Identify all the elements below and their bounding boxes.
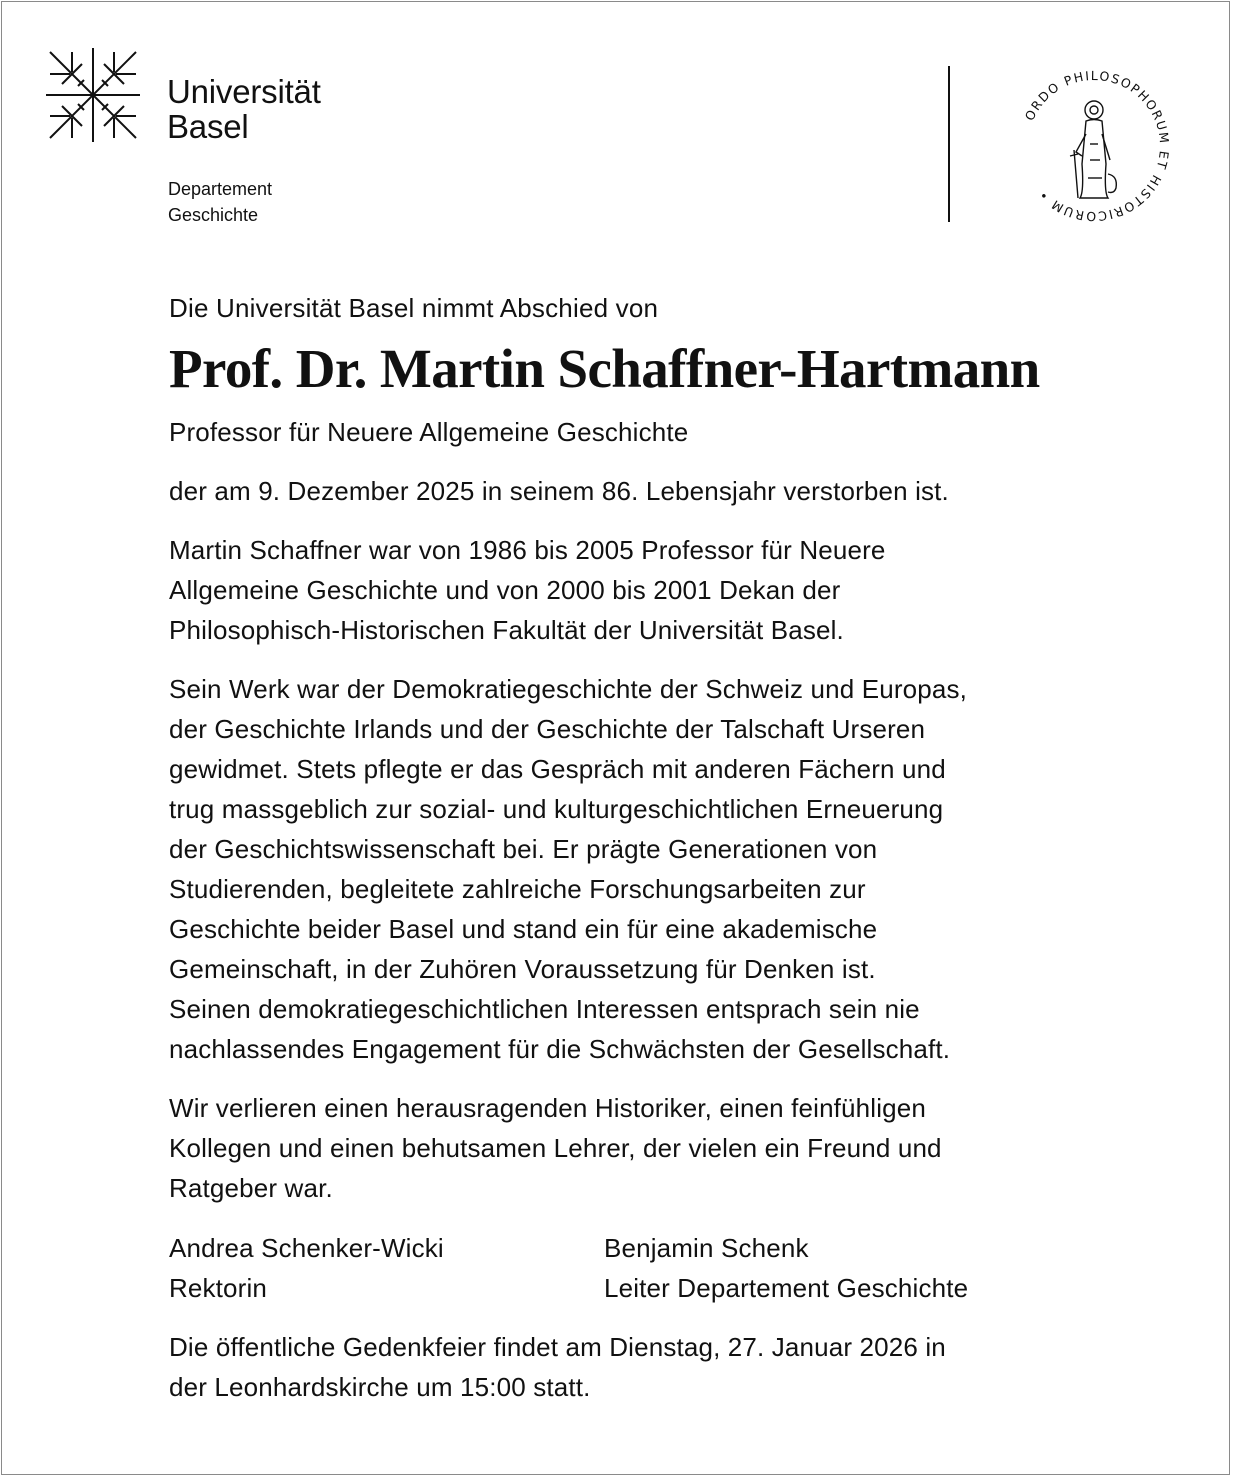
- work-line: Sein Werk war der Demokratiegeschichte der Schweiz und Europas,: [169, 674, 968, 704]
- tribute-line: Ratgeber war.: [169, 1173, 333, 1203]
- work-line: Geschichte beider Basel und stand ein für eine akademische: [169, 914, 878, 944]
- memorial-line: der Leonhardskirche um 15:00 statt.: [169, 1372, 591, 1402]
- signer-name: Andrea Schenker-Wicki: [169, 1233, 444, 1263]
- header-divider: [948, 66, 950, 222]
- signer-role: Rektorin: [169, 1273, 268, 1303]
- department-line2: Geschichte: [168, 205, 259, 225]
- memorial-paragraph: [169, 1327, 1179, 1407]
- deceased-title: Professor für Neuere Allgemeine Geschichte: [169, 417, 689, 447]
- department-name: [168, 176, 272, 228]
- signer-department-head: [604, 1228, 1039, 1308]
- career-line: Martin Schaffner war von 1986 bis 2005 Professor für Neuere: [169, 535, 886, 565]
- university-name-line1: Universität: [167, 73, 321, 110]
- university-name-line2: Basel: [167, 108, 249, 145]
- tribute-paragraph: [169, 1088, 1179, 1208]
- tribute-line: Kollegen und einen behutsamen Lehrer, der vielen ein Freund und: [169, 1133, 942, 1163]
- work-line: Seinen demokratiegeschichtlichen Interessen entsprach sein nie: [169, 994, 920, 1024]
- department-line1: Departement: [168, 179, 273, 199]
- university-logo-mark-icon: [44, 46, 142, 144]
- signer-role: Leiter Departement Geschichte: [604, 1273, 969, 1303]
- career-paragraph: [169, 530, 1179, 650]
- notice-content: [169, 288, 1179, 1407]
- obituary-notice: [1, 1, 1230, 1475]
- work-line: Gemeinschaft, in der Zuhören Voraussetzung für Denken ist.: [169, 954, 876, 984]
- university-wordmark: [167, 74, 321, 144]
- work-line: der Geschichte Irlands und der Geschichte der Talschaft Urseren: [169, 714, 926, 744]
- work-line: der Geschichtswissenschaft bei. Er prägte Generationen von: [169, 834, 878, 864]
- notice-intro: Die Universität Basel nimmt Abschied von: [169, 293, 659, 323]
- faculty-seal-icon: [1012, 64, 1176, 228]
- deceased-name: Prof. Dr. Martin Schaffner-Hartmann: [169, 338, 1040, 399]
- memorial-line: Die öffentliche Gedenkfeier findet am Dienstag, 27. Januar 2026 in: [169, 1332, 946, 1362]
- tribute-line: Wir verlieren einen herausragenden Historiker, einen feinfühligen: [169, 1093, 926, 1123]
- work-line: trug massgeblich zur sozial- und kulturgeschichtlichen Erneuerung: [169, 794, 944, 824]
- work-line: gewidmet. Stets pflegte er das Gespräch mit anderen Fächern und: [169, 754, 946, 784]
- death-notice: der am 9. Dezember 2025 in seinem 86. Lebensjahr verstorben ist.: [169, 476, 949, 506]
- work-paragraph: [169, 669, 1179, 1069]
- career-line: Philosophisch-Historischen Fakultät der Universität Basel.: [169, 615, 844, 645]
- work-line: Studierenden, begleitete zahlreiche Forschungsarbeiten zur: [169, 874, 866, 904]
- signer-rector: [169, 1228, 604, 1308]
- career-line: Allgemeine Geschichte und von 2000 bis 2001 Dekan der: [169, 575, 841, 605]
- svg-text:ORDO PHILOSOPHORUM ET HISTORIC: ORDO PHILOSOPHORUM ET HISTORICORUM •: [1021, 67, 1173, 225]
- signer-name: Benjamin Schenk: [604, 1233, 809, 1263]
- work-line: nachlassendes Engagement für die Schwächsten der Gesellschaft.: [169, 1034, 951, 1064]
- signatories: [169, 1228, 1179, 1308]
